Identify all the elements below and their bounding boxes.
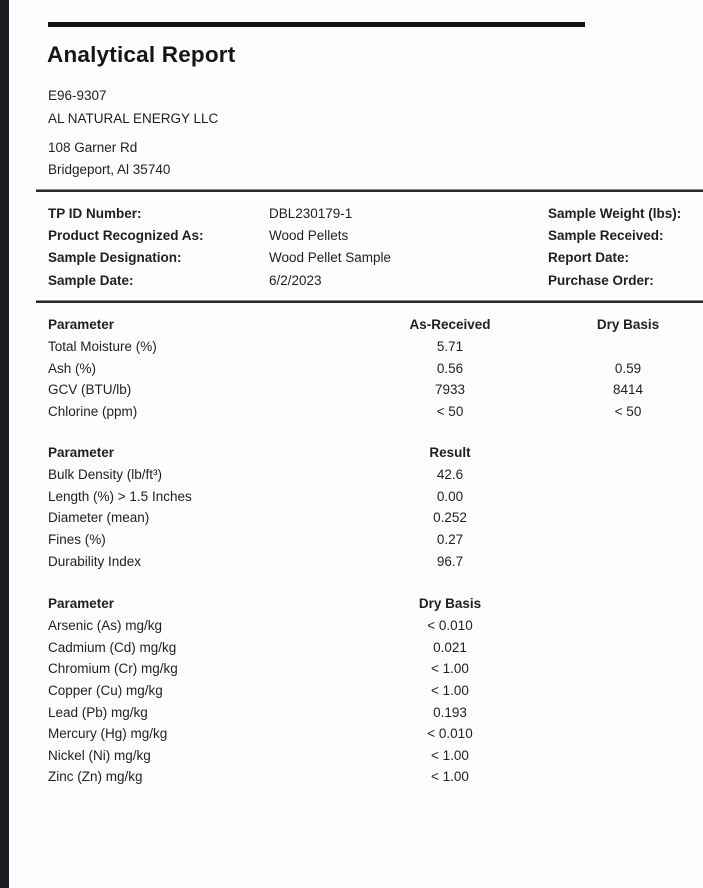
info-value: DBL230179-1	[269, 205, 353, 221]
parameter-name: Bulk Density (lb/ft³)	[48, 466, 163, 482]
table-row	[0, 401, 703, 423]
as-received-value: < 50	[436, 403, 464, 419]
table-row	[0, 615, 703, 637]
header-rule	[48, 22, 585, 27]
info-label: Sample Designation:	[48, 250, 182, 266]
parameter-name: Copper (Cu) mg/kg	[48, 682, 163, 698]
info-label: Sample Weight (lbs):	[548, 205, 682, 221]
table-row	[0, 658, 703, 680]
sample-info-section	[0, 202, 703, 292]
parameter-name: Chlorine (ppm)	[48, 403, 138, 419]
column-header: Parameter	[48, 596, 115, 612]
dry-basis-value: 8414	[612, 382, 644, 398]
table-row	[0, 680, 703, 702]
section-divider	[36, 300, 703, 303]
dry-basis-value: < 50	[614, 403, 642, 419]
result-value: 42.6	[436, 466, 464, 482]
table-header-row	[0, 314, 703, 336]
table-row	[0, 550, 703, 572]
dry-basis-value: < 0.010	[427, 726, 473, 742]
column-header: As-Received	[409, 317, 491, 333]
table-row	[0, 379, 703, 401]
column-header: Dry Basis	[418, 596, 482, 612]
dry-basis-value: < 0.010	[427, 617, 473, 633]
result-value: 96.7	[436, 553, 464, 569]
parameter-name: Durability Index	[48, 553, 142, 569]
info-label: Product Recognized As:	[48, 228, 204, 244]
info-value: Wood Pellets	[269, 228, 349, 244]
table-row	[0, 485, 703, 507]
table-row	[0, 744, 703, 766]
parameter-name: Chromium (Cr) mg/kg	[48, 661, 178, 677]
address-line-1: 108 Garner Rd	[48, 140, 138, 155]
dry-basis-value: 0.193	[433, 704, 467, 720]
table-row	[0, 507, 703, 529]
column-header: Result	[429, 445, 471, 461]
table-row	[0, 357, 703, 379]
as-received-value: 0.56	[436, 360, 464, 376]
dry-basis-value: < 1.00	[431, 747, 469, 763]
parameter-name: Total Moisture (%)	[48, 338, 157, 354]
as-received-value: 7933	[434, 382, 466, 398]
table-row	[0, 723, 703, 745]
info-value: Wood Pellet Sample	[269, 250, 392, 266]
report-number: E96-9307	[48, 88, 107, 103]
info-label: Sample Date:	[48, 272, 134, 288]
dry-basis-value: 0.59	[614, 360, 642, 376]
heavy-metals-table	[0, 593, 703, 788]
parameter-name: Nickel (Ni) mg/kg	[48, 747, 151, 763]
table-header-row	[0, 442, 703, 464]
parameter-name: Zinc (Zn) mg/kg	[48, 769, 143, 785]
column-header: Dry Basis	[596, 317, 660, 333]
page-title: Analytical Report	[47, 42, 236, 67]
address-line-2: Bridgeport, Al 35740	[48, 162, 171, 177]
parameter-name: Diameter (mean)	[48, 510, 150, 526]
info-label: Report Date:	[548, 250, 630, 266]
proximate-analysis-table	[0, 314, 703, 422]
parameter-name: Lead (Pb) mg/kg	[48, 704, 148, 720]
parameter-name: Length (%) > 1.5 Inches	[48, 488, 192, 504]
parameter-name: Fines (%)	[48, 531, 106, 547]
info-row	[0, 202, 703, 224]
table-header-row	[0, 593, 703, 615]
table-row	[0, 701, 703, 723]
dry-basis-value: < 1.00	[431, 661, 469, 677]
parameter-name: Arsenic (As) mg/kg	[48, 617, 163, 633]
as-received-value: 5.71	[436, 338, 464, 354]
table-row	[0, 336, 703, 358]
column-header: Parameter	[48, 445, 115, 461]
result-value: 0.252	[433, 510, 467, 526]
table-row	[0, 636, 703, 658]
column-header: Parameter	[48, 317, 115, 333]
dry-basis-value: 0.021	[433, 639, 467, 655]
result-value: 0.27	[436, 531, 464, 547]
info-label: Sample Received:	[548, 228, 664, 244]
info-row	[0, 269, 703, 291]
parameter-name: GCV (BTU/lb)	[48, 382, 132, 398]
dry-basis-value: < 1.00	[431, 769, 469, 785]
info-label: Purchase Order:	[548, 272, 654, 288]
physical-properties-table	[0, 442, 703, 572]
dry-basis-value: < 1.00	[431, 682, 469, 698]
company-name: AL NATURAL ENERGY LLC	[48, 111, 219, 126]
result-value: 0.00	[436, 488, 464, 504]
table-row	[0, 464, 703, 486]
info-value: 6/2/2023	[269, 272, 322, 288]
info-row	[0, 224, 703, 246]
parameter-name: Mercury (Hg) mg/kg	[48, 726, 168, 742]
table-row	[0, 766, 703, 788]
info-row	[0, 247, 703, 269]
table-row	[0, 529, 703, 551]
parameter-name: Cadmium (Cd) mg/kg	[48, 639, 177, 655]
info-label: TP ID Number:	[48, 205, 142, 221]
section-divider	[36, 189, 703, 192]
parameter-name: Ash (%)	[48, 360, 97, 376]
